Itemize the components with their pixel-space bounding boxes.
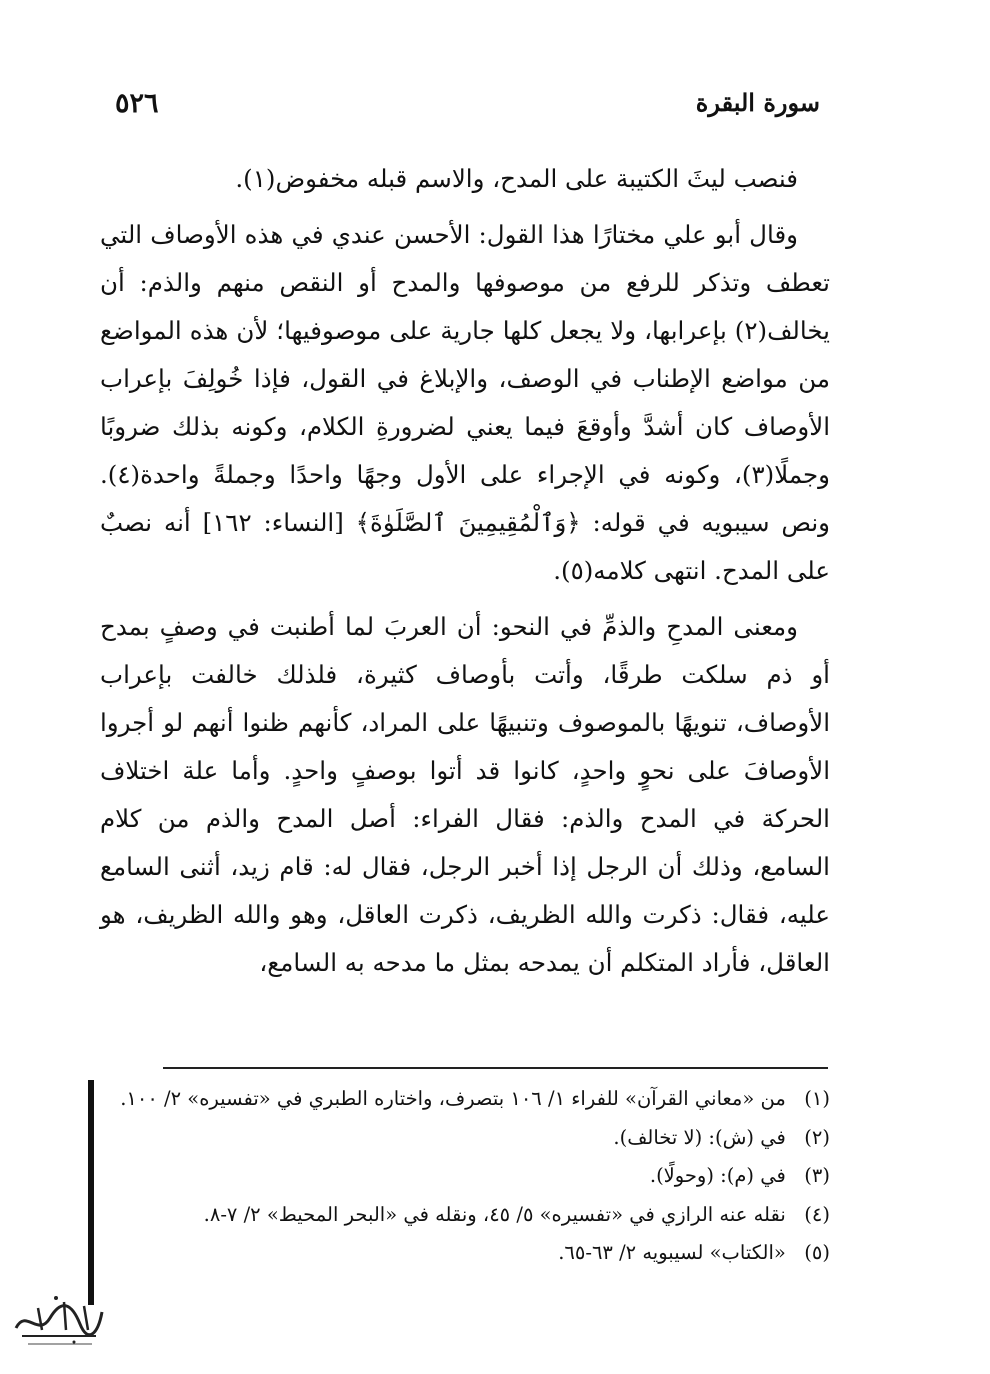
footnote-item [100, 1234, 830, 1273]
footnote-number: (١) [804, 1087, 830, 1110]
footnote-item [100, 1080, 830, 1119]
footnote-divider [163, 1067, 828, 1069]
footnote-text: في (م): (وحولًا). [649, 1164, 786, 1187]
footnote-text: من «معاني القرآن» للفراء ١/ ١٠٦ بتصرف، واختاره الطبري في «تفسيره» ٢/ ١٠٠. [120, 1087, 786, 1110]
paragraph: فنصب ليثَ الكتيبة على المدح، والاسم قبله مخفوض(١). [235, 164, 798, 193]
footnote-text: في (ش): (لا تخالف). [613, 1125, 786, 1149]
paragraph: وقال أبو علي مختارًا هذا القول: الأحسن عندي في هذه الأوصاف التي تعطف وتذكر للرفع من موصوفها والمدح أو النقص منهم والذم: أن يخالف(٢) بإعرابها، ولا يجعل كلها جارية على موصوفيها؛ لأن هذه المواضع من مواضع الإطناب في الوصف، والإبلاغ في القول، فإذا خُولِفَ بإعراب الأوصاف كان أشدَّ وأوقعَ فيما يعني لضرورةِ الكلام، وكونه بذلك ضروبًا وجملًا(٣)، وكونه في الإجراء على الأول وجهًا واحدًا وجملةً واحدة(٤). ونص سيبويه في قوله: ﴿وَٱلْمُقِيمِينَ ٱلصَّلَوٰةَ﴾ [النساء: ١٦٢] أنه نصبٌ على المدح. انتهى كلامه(٥). [100, 220, 830, 585]
footnote-item [100, 1157, 830, 1196]
footnote-text: نقله عنه الرازي في «تفسيره» ٥/ ٤٥، ونقله في «البحر المحيط» ٢/ ٧-٨. [203, 1202, 786, 1226]
margin-binding-line [88, 1080, 94, 1305]
page-header [115, 88, 820, 128]
paragraph: ومعنى المدحِ والذمِّ في النحو: أن العربَ لما أطنبت في وصفٍ بمدح أو ذم سلكت طرقًا، وأتت بأوصاف كثيرة، فلذلك خالفت بإعراب الأوصاف، تنويهًا بالموصوف وتنبيهًا على المراد، كأنهم ظنوا أنهم لو أجروا الأوصافَ على نحوٍ واحدٍ، كانوا قد أتوا بوصفٍ واحدٍ. وأما علة اختلاف الحركة في المدح والذم: فقال الفراء: أصل المدح والذم من كلام السامع، وذلك أن الرجل إذا أخبر الرجل، فقال له: قام زيد، أثنى السامع عليه، فقال: ذكرت والله الظريف، ذكرت العاقل، وهو والله الظريف، هو العاقل، فأراد المتكلم أن يمدحه بمثل ما مدحه به السامع، [100, 612, 830, 977]
footnote-item [100, 1196, 830, 1235]
surah-title: سورة البقرة [695, 88, 820, 117]
main-text [100, 155, 830, 987]
page-number: ٥٢٦ [115, 88, 159, 119]
library-stamp-logo [8, 1290, 108, 1350]
footnote-number: (٢) [804, 1125, 830, 1149]
footnote-text: «الكتاب» لسيبويه ٢/ ٦٣-٦٥. [558, 1241, 786, 1264]
footnote-item [100, 1119, 830, 1158]
footnote-number: (٥) [804, 1241, 830, 1264]
footnote-number: (٣) [804, 1164, 830, 1187]
footnote-number: (٤) [804, 1202, 830, 1226]
footnotes [100, 1080, 830, 1273]
